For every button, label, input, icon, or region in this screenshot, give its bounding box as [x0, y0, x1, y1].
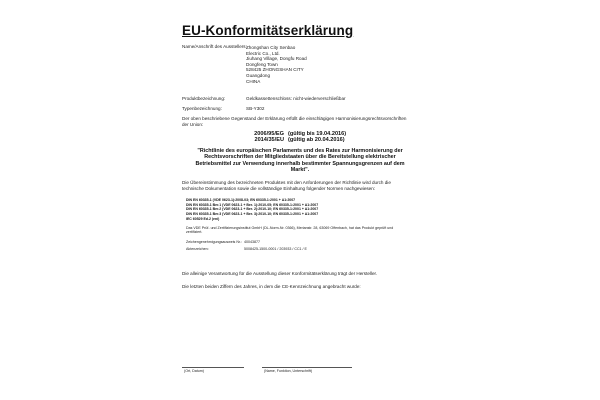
- certifier-line: Das VDE Prüf- und Zertifizierungsinstitut GmbH (DL-Norm-Nr. 0366), Merianstr. 28, 63069 Offenbach, hat das Produkt geprüft und: [186, 226, 394, 230]
- directive-code: 2014/35/EU: [254, 137, 284, 144]
- address-line: Dongfeng Town: [246, 61, 278, 67]
- conformity-line: technische Dokumentation sowie die vollständige Einhaltung folgender Normen nachgewiesen:: [182, 185, 376, 191]
- issuer-address: [246, 45, 307, 84]
- address-line: Guangdong: [246, 72, 271, 78]
- signature-label-name: (Name, Funktion, Unterschrift): [264, 369, 313, 373]
- directive-headline: "Richtlinie des europäischen Parlaments und des Rates zur Harmonisierung der Rechtsvorschriften der Mitgliedstaaten über die Bereitstellung elektrischer Betriebsmittel zur Verwendung innerhalb bestimmter Spannungsgrenzen auf dem Markt".: [195, 148, 405, 174]
- cert-field-value: 40043877: [244, 240, 260, 244]
- directive-code: 2006/95/EG: [254, 131, 284, 137]
- product-label: Produktbezeichnung:: [182, 96, 226, 101]
- cert-field-value: 5008425-1500-0001 / 203933 / CC1 / E: [244, 247, 307, 251]
- cert-field-label: Aktenzeichen:: [186, 247, 209, 251]
- product-value: Geldkassettenschloss: nicht-wiederverschließbar: [246, 96, 346, 101]
- standard-item: DIN EN 60335-1 Ber.1 (VDE 0623-1 + Ber. 1):2010-05; EN 60335-1:2001 + A1:2007: [186, 202, 319, 207]
- directive-validity: (gültig bis 19.04.2016): [288, 131, 347, 137]
- type-value: SB-Y302: [246, 106, 265, 111]
- standard-item: DIN EN 60335-1 Ber.3 (VDE 0623-1 + Ber. 3):2010-10; EN 60335-1:2001 + A1:2007: [186, 212, 319, 217]
- address-line: 528425 ZHONGSHAN CITY: [246, 67, 304, 73]
- address-line: Jiuhang Village, Dongfu Road: [246, 56, 307, 62]
- conformity-line: Die Übereinstimmung des bezeichneten Produktes mit den Anforderungen der Richtlinie wird durch die: [182, 180, 391, 185]
- directive-validity: (gültig ab 20.04.2016): [288, 137, 345, 144]
- certifier-text: [186, 226, 393, 235]
- directive-row: [248, 137, 346, 143]
- intro-text: [182, 116, 406, 127]
- intro-line: der Union:: [182, 121, 204, 127]
- standard-item: DIN EN 60335-1 (VDE 0623-1):2008-03; EN 60335-1:2001 + A1:2007: [186, 198, 296, 202]
- address-line: CHINA: [246, 78, 261, 84]
- standards-list: [186, 198, 318, 222]
- signature-line-place-date: [182, 367, 244, 368]
- cert-field-label: Zeichengenehmigungsausweis Nr.:: [186, 240, 242, 244]
- signature-line-name: [262, 367, 352, 368]
- intro-line: Der oben beschriebene Gegenstand der Erklärung erfüllt die einschlägigen Harmonisierungsrechtsvorschriften: [182, 116, 407, 121]
- signature-label-place-date: (Ort, Datum): [184, 369, 204, 373]
- ce-year-text: Die letzten beiden Ziffern des Jahres, in dem die CE-Kennzeichnung angebracht wurde:: [182, 284, 361, 289]
- conformity-text: [182, 180, 391, 191]
- directive-list: [248, 131, 346, 144]
- issuer-label: Name/Anschrift des Ausstellers:: [182, 44, 247, 49]
- address-line: Zhongshan City Senbao: [246, 45, 296, 50]
- standard-item: DIN EN 60335-1 Ber.2 (VDE 0623-1 + Ber. 2):2010-10; EN 60335-1:2001 + A1:2007: [186, 207, 319, 212]
- address-line: Electric Co., Ltd.: [246, 50, 280, 56]
- standard-item: IEC 60529 Ed.2 (eni): [186, 216, 220, 221]
- certifier-line: zertifiziert.: [186, 230, 203, 235]
- document-title: EU-Konformitätserklärung: [182, 23, 354, 38]
- type-label: Typenbezeichnung:: [182, 106, 222, 111]
- responsibility-text: Die alleinige Verantwortung für die Ausstellung dieser Konformitätserklärung trägt der Hersteller.: [182, 271, 378, 276]
